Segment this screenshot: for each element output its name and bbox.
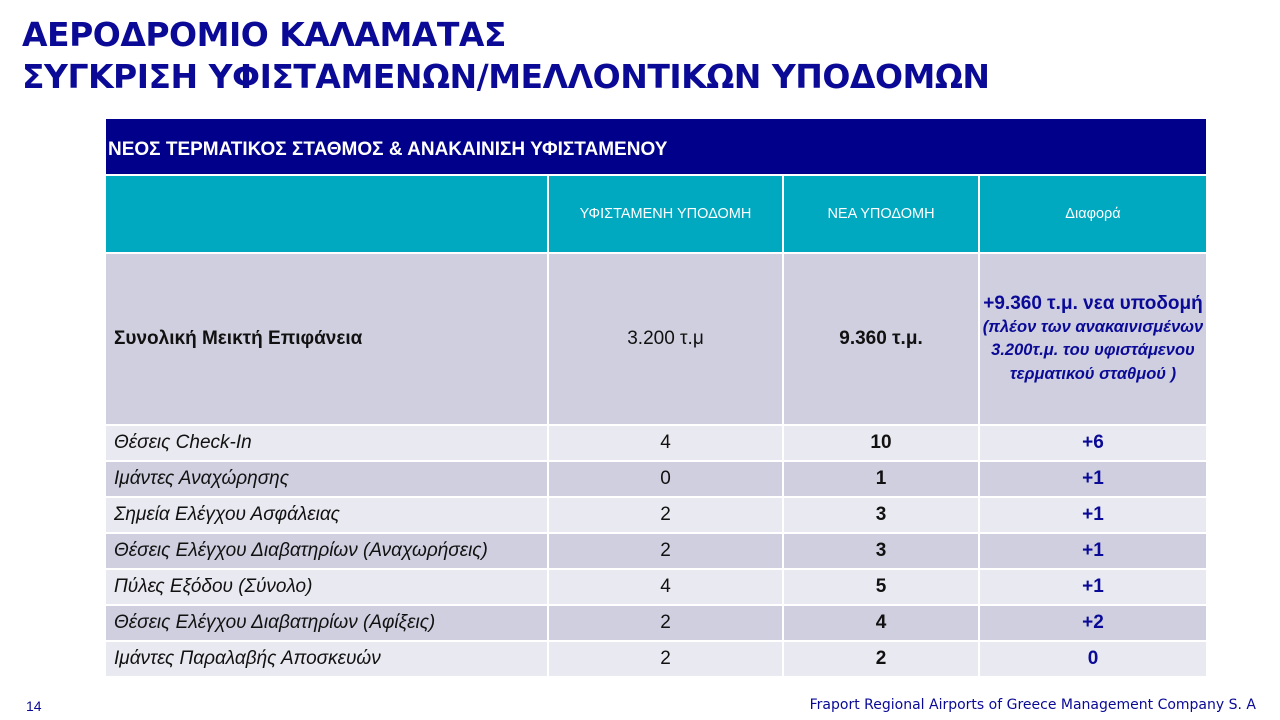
page-title: [22, 14, 990, 98]
column-header-new: ΝΕΑ ΥΠΟΔΟΜΗ: [783, 175, 979, 253]
table-row: [105, 641, 1207, 677]
gross-area-label: Συνολική Μεικτή Επιφάνεια: [105, 253, 548, 425]
table-header: ΝΕΟΣ ΤΕΡΜΑΤΙΚΟΣ ΣΤΑΘΜΟΣ & ΑΝΑΚΑΙΝΙΣΗ ΥΦΙΣΤΑΜΕΝΟΥ: [105, 118, 1207, 175]
row-diff: +2: [979, 605, 1207, 641]
comparison-table: [104, 117, 1208, 678]
row-existing: 2: [548, 641, 783, 677]
table-row: [105, 605, 1207, 641]
row-diff: +1: [979, 569, 1207, 605]
gross-area-new: 9.360 τ.μ.: [783, 253, 979, 425]
gross-area-diff-note: (πλέον των ανακαινισμένων 3.200τ.μ. του υφιστάμενου τερματικού σταθμού ): [982, 317, 1204, 383]
table-row: [105, 569, 1207, 605]
row-diff: +1: [979, 497, 1207, 533]
row-label: Θέσεις Check-In: [105, 425, 548, 461]
row-existing: 4: [548, 425, 783, 461]
row-new: 3: [783, 533, 979, 569]
row-label: Θέσεις Ελέγχου Διαβατηρίων (Αναχωρήσεις): [105, 533, 548, 569]
gross-area-existing: 3.200 τ.μ: [548, 253, 783, 425]
row-label: Πύλες Εξόδου (Σύνολο): [105, 569, 548, 605]
row-diff: +1: [979, 461, 1207, 497]
page-number: 14: [26, 698, 42, 714]
row-new: 4: [783, 605, 979, 641]
column-header-label: [105, 175, 548, 253]
table-row: [105, 461, 1207, 497]
row-new: 5: [783, 569, 979, 605]
row-label: Σημεία Ελέγχου Ασφάλειας: [105, 497, 548, 533]
row-existing: 2: [548, 605, 783, 641]
row-existing: 0: [548, 461, 783, 497]
table-row: [105, 425, 1207, 461]
table-row: [105, 497, 1207, 533]
row-label: Ιμάντες Παραλαβής Αποσκευών: [105, 641, 548, 677]
column-header-diff: Διαφορά: [979, 175, 1207, 253]
gross-area-row: [105, 253, 1207, 425]
row-existing: 2: [548, 497, 783, 533]
row-diff: 0: [979, 641, 1207, 677]
row-existing: 2: [548, 533, 783, 569]
row-new: 3: [783, 497, 979, 533]
row-existing: 4: [548, 569, 783, 605]
column-header-row: [105, 175, 1207, 253]
table-header-row: [105, 118, 1207, 175]
row-label: Ιμάντες Αναχώρησης: [105, 461, 548, 497]
row-diff: +1: [979, 533, 1207, 569]
title-line-2: ΣΥΓΚΡΙΣΗ ΥΦΙΣΤΑΜΕΝΩΝ/ΜΕΛΛΟΝΤΙΚΩΝ ΥΠΟΔΟΜΩΝ: [22, 57, 990, 96]
row-new: 2: [783, 641, 979, 677]
gross-area-diff: [979, 253, 1207, 425]
column-header-existing: ΥΦΙΣΤΑΜΕΝΗ ΥΠΟΔΟΜΗ: [548, 175, 783, 253]
gross-area-diff-main: +9.360 τ.μ. νεα υποδομή: [983, 293, 1203, 314]
row-new: 10: [783, 425, 979, 461]
table-row: [105, 533, 1207, 569]
row-new: 1: [783, 461, 979, 497]
row-diff: +6: [979, 425, 1207, 461]
row-label: Θέσεις Ελέγχου Διαβατηρίων (Αφίξεις): [105, 605, 548, 641]
title-line-1: ΑΕΡΟΔΡΟΜΙΟ ΚΑΛΑΜΑΤΑΣ: [22, 15, 506, 54]
footer-company: Fraport Regional Airports of Greece Management Company S. A: [809, 697, 1256, 713]
